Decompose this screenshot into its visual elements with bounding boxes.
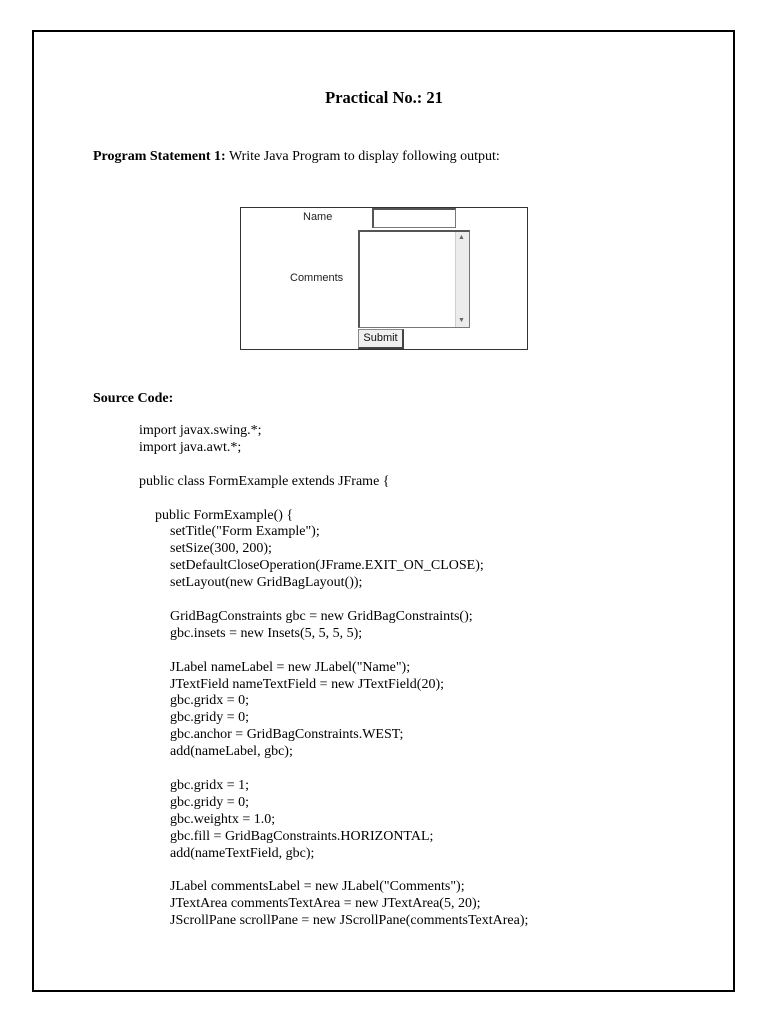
code-line: import java.awt.*; — [139, 439, 242, 455]
page-title: Practical No.: 21 — [325, 88, 443, 107]
code-line: gbc.weightx = 1.0; — [170, 811, 276, 827]
page-border — [32, 30, 735, 992]
code-line: add(nameTextField, gbc); — [170, 845, 315, 861]
code-line: setTitle("Form Example"); — [170, 524, 320, 540]
code-line: import javax.swing.*; — [139, 423, 262, 438]
figure-comments-label: Comments — [290, 272, 344, 284]
scroll-up-arrow-icon[interactable]: ▲ — [458, 234, 465, 241]
statement-label: Program Statement 1: — [93, 149, 226, 164]
code-line: gbc.gridy = 0; — [170, 710, 250, 726]
scroll-down-arrow-icon[interactable]: ▼ — [458, 317, 465, 324]
code-line: setDefaultCloseOperation(JFrame.EXIT_ON_CLOSE); — [170, 558, 484, 574]
code-line: JLabel commentsLabel = new JLabel("Comments"); — [170, 879, 465, 895]
code-line: setLayout(new GridBagLayout()); — [170, 575, 363, 591]
figure-name-label: Name — [303, 211, 333, 223]
code-line: public class FormExample extends JFrame { — [139, 473, 390, 489]
program-statement — [93, 149, 500, 165]
code-line: JTextField nameTextField = new JTextField(20); — [170, 676, 445, 692]
figure-comments-textarea[interactable] — [358, 230, 470, 328]
code-line: GridBagConstraints gbc = new GridBagConstraints(); — [170, 608, 473, 624]
code-line: setSize(300, 200); — [170, 541, 272, 557]
code-line: public FormExample() { — [155, 507, 294, 523]
code-line: JLabel nameLabel = new JLabel("Name"); — [170, 659, 411, 675]
code-line: gbc.gridx = 1; — [170, 777, 250, 793]
code-line: JScrollPane scrollPane = new JScrollPane(commentsTextArea); — [170, 913, 529, 929]
statement-text: Write Java Program to display following output: — [225, 149, 500, 164]
code-line: gbc.insets = new Insets(5, 5, 5, 5); — [170, 625, 363, 641]
figure-scrollbar[interactable] — [455, 232, 469, 327]
code-line: JTextArea commentsTextArea = new JTextArea(5, 20); — [170, 896, 481, 912]
code-line: gbc.gridx = 0; — [170, 693, 250, 709]
figure-submit-button[interactable]: Submit — [358, 329, 404, 349]
figure-name-field[interactable] — [372, 208, 456, 228]
code-line: add(nameLabel, gbc); — [170, 744, 293, 760]
code-line: gbc.gridy = 0; — [170, 794, 250, 810]
output-figure — [240, 207, 528, 350]
source-code-heading: Source Code: — [93, 391, 174, 406]
code-line: gbc.fill = GridBagConstraints.HORIZONTAL; — [170, 828, 434, 844]
code-line: gbc.anchor = GridBagConstraints.WEST; — [170, 727, 404, 743]
